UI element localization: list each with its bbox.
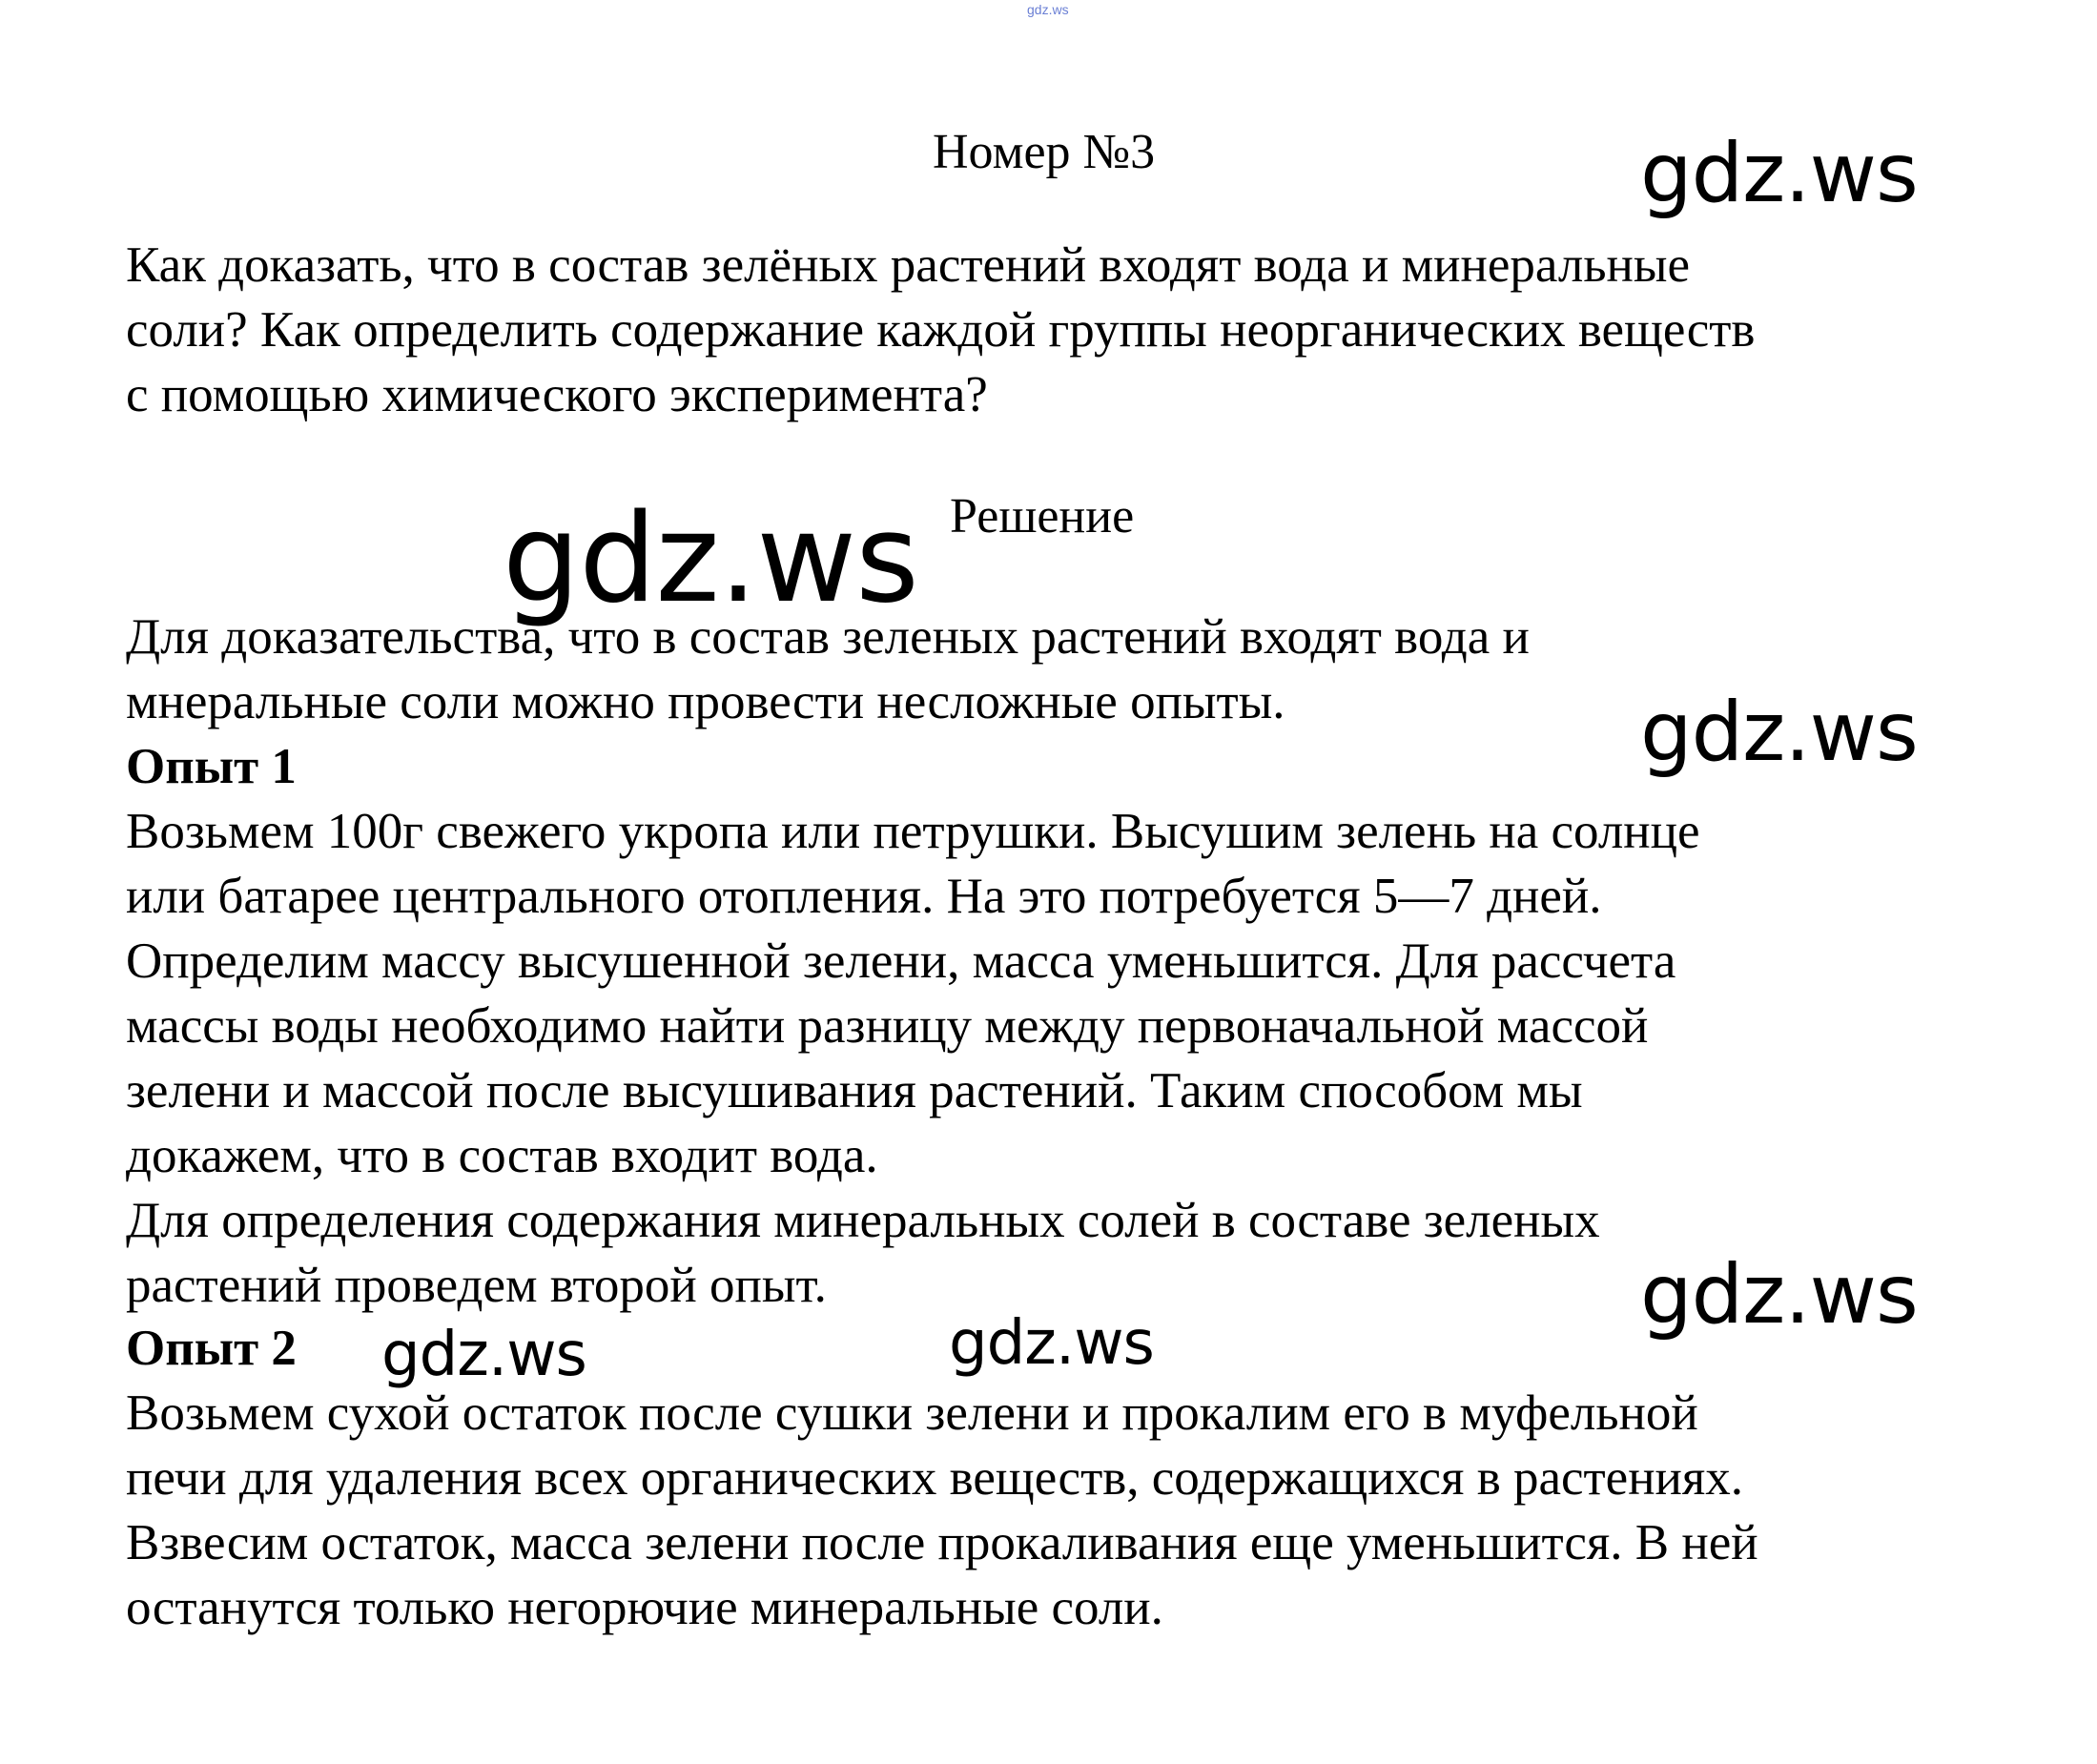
experiment-line: зелени и массой после высушивания растений. Таким способом мы [126,1063,1583,1118]
experiment-line: печи для удаления всех органических веществ, содержащихся в растениях. [126,1450,1744,1506]
watermark: gdz.ws [949,1308,1154,1379]
experiment-1-text [126,799,1995,1318]
experiment-line: растений проведем второй опыт. [126,1258,827,1313]
experiment-heading: Опыт 2 [126,1321,297,1376]
watermark: gdz.ws [1640,126,1918,221]
header-watermark: gdz.ws [1027,2,1069,17]
experiment-line: Взвесим остаток, масса зелени после прокаливания еще уменьшится. В ней [126,1515,1758,1570]
intro-line: Для доказательства, что в состав зеленых растений входят вода и [126,609,1530,665]
intro-line: мнеральные соли можно провести несложные опыты. [126,674,1285,729]
watermark: gdz.ws [1640,1247,1918,1343]
experiment-line: Возьмем сухой остаток после сушки зелени и прокалим его в муфельной [126,1385,1698,1441]
question-line: соли? Как определить содержание каждой группы неорганических веществ [126,302,1756,358]
experiment-line: или батарее центрального отопления. На это потребуется 5—7 дней. [126,869,1602,924]
question-line: Как доказать, что в состав зелёных растений входят вода и минеральные [126,237,1690,293]
solution-heading: Решение [950,489,1135,544]
watermark: gdz.ws [381,1320,586,1390]
experiment-line: массы воды необходимо найти разницу между первоначальной массой [126,998,1649,1054]
experiment-heading: Опыт 1 [126,739,297,794]
watermark: gdz.ws [503,488,918,630]
watermark: gdz.ws [1640,685,1918,780]
experiment-1-heading [126,734,1995,799]
experiment-line: останутся только негорючие минеральные соли. [126,1580,1163,1635]
question-text [126,233,1995,427]
page-title: Номер №3 [933,125,1156,179]
experiment-line: Определим массу высушенной зелени, масса уменьшится. Для рассчета [126,933,1676,989]
experiment-line: докажем, что в состав входит вода. [126,1128,878,1183]
experiment-2-text [126,1381,1995,1640]
experiment-line: Для определения содержания минеральных солей в составе зеленых [126,1193,1600,1248]
experiment-line: Возьмем 100г свежего укропа или петрушки. Высушим зелень на солнце [126,804,1700,859]
question-line: с помощью химического эксперимента? [126,367,988,422]
